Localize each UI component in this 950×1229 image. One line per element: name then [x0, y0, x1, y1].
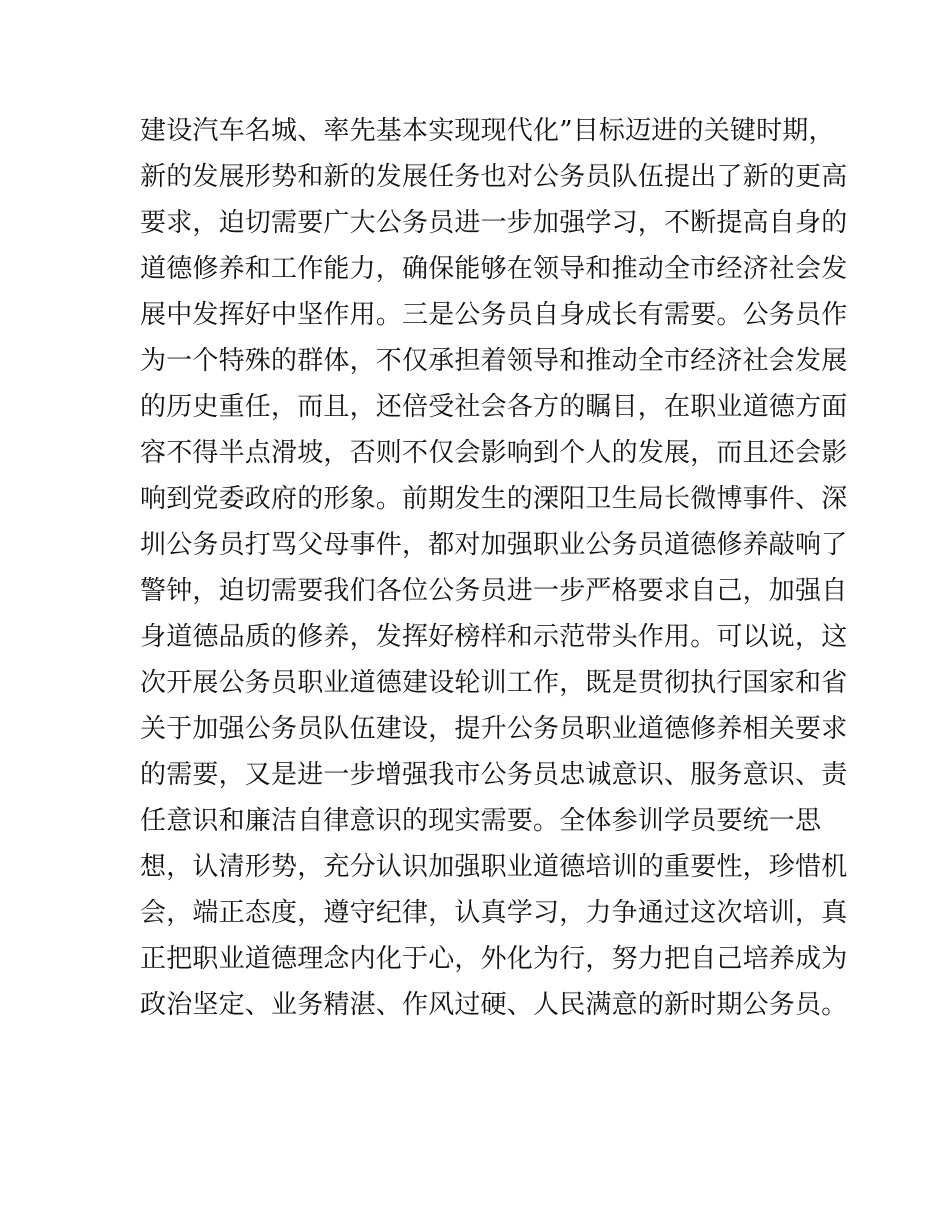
text-line: 任意识和廉洁自律意识的现实需要。全体参训学员要统一思 [140, 806, 822, 836]
body-text [140, 108, 848, 1028]
text-line: 响到党委政府的形象。前期发生的溧阳卫生局长微博事件、深 [140, 484, 848, 514]
text-line: 次开展公务员职业道德建设轮训工作，既是贯彻执行国家和省 [140, 668, 848, 698]
text-line: 的历史重任，而且，还倍受社会各方的瞩目，在职业道德方面 [140, 392, 848, 422]
text-line: 道德修养和工作能力，确保能够在领导和推动全市经济社会发 [140, 254, 848, 284]
text-line: 身道德品质的修养，发挥好榜样和示范带头作用。可以说，这 [140, 622, 848, 652]
text-line: 要求，迫切需要广大公务员进一步加强学习，不断提高自身的 [140, 208, 848, 238]
text-line: 展中发挥好中坚作用。三是公务员自身成长有需要。公务员作 [140, 300, 848, 330]
text-line: 建设汽车名城、率先基本实现现代化”目标迈进的关键时期， [140, 116, 835, 146]
text-line: 想，认清形势，充分认识加强职业道德培训的重要性，珍惜机 [140, 852, 848, 882]
text-line: 会，端正态度，遵守纪律，认真学习，力争通过这次培训，真 [140, 898, 848, 928]
text-line: 政治坚定、业务精湛、作风过硬、人民满意的新时期公务员。 [140, 990, 848, 1020]
text-line: 关于加强公务员队伍建设，提升公务员职业道德修养相关要求 [140, 714, 848, 744]
text-line: 容不得半点滑坡，否则不仅会影响到个人的发展，而且还会影 [140, 438, 848, 468]
text-line: 正把职业道德理念内化于心，外化为行，努力把自己培养成为 [140, 944, 848, 974]
text-line: 为一个特殊的群体，不仅承担着领导和推动全市经济社会发展 [140, 346, 848, 376]
text-line: 新的发展形势和新的发展任务也对公务员队伍提出了新的更高 [140, 162, 848, 192]
text-line: 警钟，迫切需要我们各位公务员进一步严格要求自己，加强自 [140, 576, 848, 606]
text-line: 的需要，又是进一步增强我市公务员忠诚意识、服务意识、责 [140, 760, 848, 790]
text-line: 圳公务员打骂父母事件，都对加强职业公务员道德修养敲响了 [140, 530, 848, 560]
